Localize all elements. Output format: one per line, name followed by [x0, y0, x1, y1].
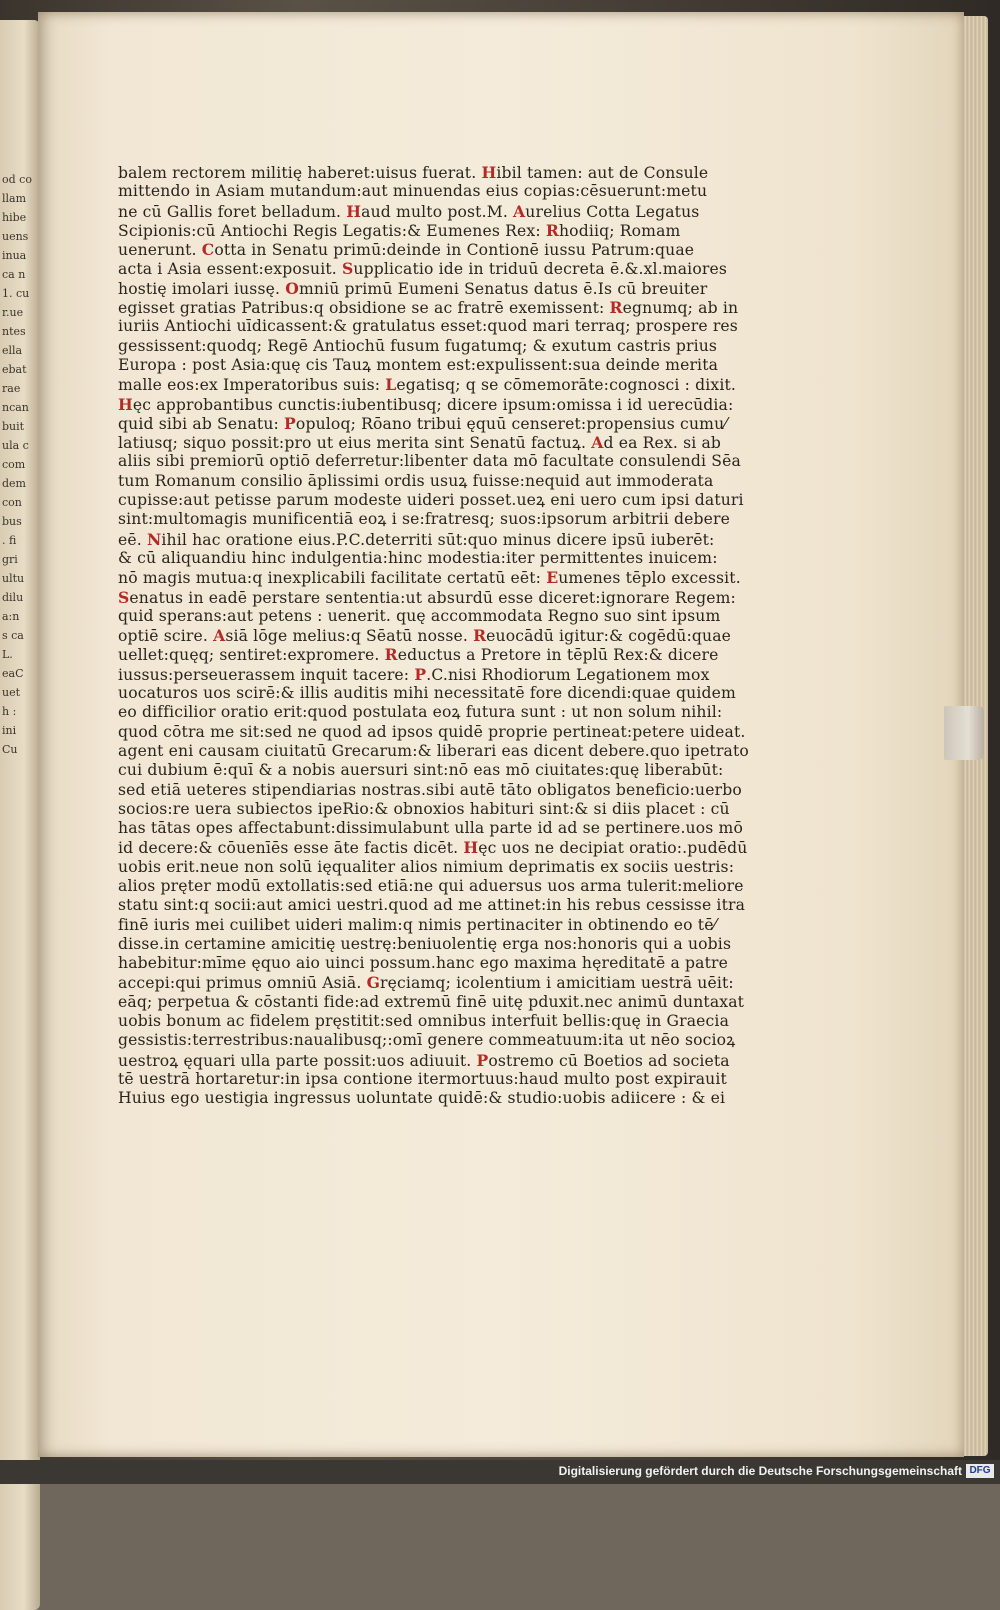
line-text: cupisse:aut petisse parum modeste uideri posset.ueꝝ eni uero cum ipsi daturi [118, 491, 744, 510]
facing-page-fragment-line: gri [2, 553, 18, 566]
rubricated-initial: R [609, 298, 623, 318]
rubricated-initial: H [481, 163, 497, 182]
facing-page-fragment-line: od co [2, 173, 32, 186]
facing-page-fragment [0, 20, 40, 1610]
line-text: upplicatio ide in triduū decreta ē.&.xl.maiores [353, 260, 727, 279]
text-line [118, 703, 723, 722]
line-text: ibil tamen: aut de Consule [496, 164, 709, 182]
line-text: tē uestrā hortaretur:in ipsa contione itermortuus:haud multo post expirauit [118, 1069, 727, 1088]
facing-page-fragment-line: eaC [2, 667, 24, 680]
text-line [118, 1050, 730, 1070]
rubricated-initial: P [414, 664, 427, 684]
line-text: ęc approbantibus cunctis:iubentibusq; dicere ipsum:omissa i id uerecūdia: [132, 395, 734, 414]
line-text: uobis erit.neue non solū ięqualiter alios nimium deprimatis ex sociis uestris: [118, 857, 735, 876]
rubricated-initial: H [463, 838, 479, 858]
text-line [118, 934, 732, 954]
line-text: hostię imolari iussę. [118, 279, 281, 298]
facing-page-fragment-line: . fi [2, 534, 17, 547]
text-line [118, 278, 708, 298]
line-text: Scipionis:cū Antiochi Regis Legatis:& Eumenes Rex: [118, 221, 541, 240]
facing-page-fragment-line: dilu [2, 591, 24, 604]
text-line [118, 491, 744, 510]
line-text: ostremo cū Boetios ad societa [488, 1051, 730, 1070]
line-text: & cū aliquandiu hinc indulgentia:hinc modestia:iter permittentes inuicem: [118, 548, 718, 567]
facing-page-fragment-line: L. [2, 648, 13, 661]
line-text: latiusq; siquo possit:pro ut eius merita sint Senatū factuꝝ. [118, 434, 587, 453]
rubricated-initial: N [146, 529, 162, 549]
line-text: balem rectorem militię haberet:uisus fuerat. [118, 164, 477, 182]
text-line [118, 896, 746, 915]
line-text: sint:multomagis munificentiā eoꝝ i se:fratresq; suos:ipsorum arbitrii debere [118, 510, 731, 529]
text-line [118, 240, 698, 259]
facing-page-fragment-line: rae [2, 382, 21, 395]
facing-page-fragment-line: buit [2, 420, 25, 433]
rubricated-initial: P [476, 1050, 489, 1070]
line-text: finē iuris mei cuilibet uideri malim:q nimis pertinaciter in obtinendo eo tē⁄ [118, 915, 717, 934]
text-line [118, 626, 732, 646]
rubricated-initial: H [118, 394, 133, 414]
line-text: hodiiq; Romam [558, 221, 681, 240]
facing-page-fragment-line: ntes [2, 325, 26, 338]
rubricated-initial: P [284, 413, 296, 433]
line-text: iussus:perseuerassem inquit tacere: [118, 665, 410, 684]
text-line [118, 664, 710, 684]
line-text: quod cōtra me sit:sed ne quod ad ipsos quidē proprie pertineat:petere uideat. [118, 722, 746, 741]
text-line [118, 684, 736, 703]
line-text: Huius ego uestigia ingressus uoluntate quidē:& studio:uobis adiicere : & ei [118, 1089, 726, 1108]
line-text: has tātas opes affectabunt:dissimulabunt ulla parte id ad se pertinere.uos mō [118, 819, 744, 838]
rubricated-initial: R [473, 626, 487, 646]
text-line [118, 915, 717, 935]
line-text: urelius Cotta Legatus [525, 202, 700, 221]
text-line [118, 1069, 727, 1089]
line-text: accepi:qui primus omniū Asiā. [118, 974, 362, 993]
rubricated-initial: S [341, 259, 354, 279]
line-text: egisset gratias Patribus:q obsidione se ac fratrē exemissent: [118, 299, 605, 318]
text-line [118, 394, 734, 414]
text-line [118, 780, 742, 800]
text-line [118, 510, 731, 529]
facing-page-fragment-line: ini [2, 724, 17, 737]
facing-page-fragment-line: dem [2, 477, 26, 490]
line-text: siā lōge melius:q Sēatū nosse. [225, 627, 468, 646]
line-text: gessistis:terrestribus:naualibusq;:omī genere commeatuum:ita ut nēo socioꝝ [118, 1031, 736, 1050]
line-text: enatus in eadē perstare sententia:ut absurdū esse diceret:ignorare Regem: [129, 588, 736, 607]
facing-page-fragment-line: ncan [2, 401, 29, 414]
line-text: socios:re uera subiectos ipeRio:& obnoxios habituri sint:& si diis placet : cū [118, 799, 730, 818]
line-text: Europa : post Asia:quę cis Tauꝝ montem est:expulissent:sua deinde merita [118, 355, 719, 374]
text-line [118, 471, 714, 491]
footer-bar [0, 1460, 1000, 1484]
facing-page-fragment-line: inua [2, 249, 27, 262]
facing-page-fragment-line: llam [2, 192, 27, 205]
facing-page-fragment-line: s ca [2, 629, 24, 642]
text-line [118, 355, 719, 375]
line-text: ęc uos ne decipiat oratio:.pudēdū [478, 839, 748, 858]
line-text: ręciamq; icolentium i amicitiam uestrā uēit: [380, 974, 734, 993]
text-line [118, 182, 708, 201]
facing-page-fragment-line: con [2, 496, 22, 509]
line-text: uestroꝝ ęquari ulla parte possit:uos adiuuit. [118, 1051, 472, 1070]
text-line [118, 1089, 726, 1108]
facing-page-fragment-line: ca n [2, 268, 26, 281]
rubricated-initial: E [546, 568, 559, 588]
line-text: gessissent:quodq; Regē Antiochū fusum fugatumq; & exutum castris prius [118, 336, 718, 355]
line-text: tum Romanum consilio āplissimi ordis usuꝝ fuisse:nequid aut immoderata [118, 471, 714, 490]
line-text: id decere:& cōuenīēs esse āte factis dicēt. [118, 839, 459, 858]
line-text: d ea Rex. si ab [603, 434, 722, 453]
text-line [118, 568, 741, 588]
facing-page-fragment-line: ebat [2, 363, 27, 376]
text-line [118, 259, 727, 279]
line-text: iuriis Antiochi uīdicassent:& gratulatus esset:quod mari terraq; prospere res [118, 317, 738, 336]
line-text: nō magis mutua:q inexplicabili facilitate certatū eēt: [118, 569, 542, 588]
text-line [118, 529, 715, 549]
line-text: acta i Asia essent:exposuit. [118, 260, 337, 279]
text-line [118, 722, 746, 742]
line-text: agent eni causam ciuitatū Grecarum:& liberari eas dicent debere.quo ipetrato [118, 741, 749, 760]
text-line [118, 375, 737, 395]
line-text: otta in Senatu primū:deinde in Contionē iussu Patrum:quae [214, 241, 695, 260]
text-line [118, 163, 709, 182]
line-text: aud multo post.M. [361, 202, 508, 221]
text-line [118, 799, 730, 819]
line-text: ne cū Gallis foret belladum. [118, 202, 342, 221]
facing-page-fragment-line: Cu [2, 743, 18, 756]
line-text: malle eos:ex Imperatoribus suis: [118, 376, 381, 395]
rubricated-initial: H [346, 201, 362, 221]
line-text: habebitur:mīme ęquo aio uinci possum.hanc ego maxima hęreditatē a patre [118, 954, 729, 973]
text-line [118, 433, 722, 453]
line-text: euocādū igitur:& cogēdū:quae [486, 627, 732, 646]
facing-page-fragment-line: ula c [2, 439, 29, 452]
rubricated-initial: R [384, 645, 398, 665]
facing-page-fragment-line: ella [2, 344, 23, 357]
facing-page-fragment-line: ultu [2, 572, 25, 585]
funding-credit: Digitalisierung gefördert durch die Deutsche Forschungsgemeinschaft [558, 1464, 962, 1478]
text-line [118, 838, 748, 858]
line-text: mittendo in Asiam mutandum:aut minuendas eius copias:cēsuerunt:metu [118, 182, 708, 201]
line-text: aliis sibi premiorū optiō deferretur:libenter data mō facultate consulendi Sēa [118, 452, 741, 471]
text-line [118, 548, 718, 568]
facing-page-fragment-line: r.ue [2, 306, 24, 319]
line-text: uenerunt. [118, 241, 197, 260]
rubricated-initial: S [118, 587, 130, 607]
text-line [118, 606, 721, 626]
line-text: eo difficilior oratio erit:quod postulata eoꝝ futura sunt : ut non solum nihil: [118, 703, 723, 722]
line-text: eāq; perpetua & cōstanti fide:ad extremū finē uitę pduxit.nec animū duntaxat [118, 992, 745, 1011]
text-line [118, 317, 738, 336]
facing-page-fragment-line: h : [2, 705, 17, 718]
rubricated-initial: L [385, 375, 397, 395]
text-line [118, 1012, 730, 1031]
text-line [118, 741, 749, 761]
rubricated-initial: A [591, 433, 604, 453]
line-text: mniū primū Eumeni Senatus datus ē.Is cū breuiter [298, 279, 708, 298]
text-line [118, 336, 718, 356]
line-text: statu sint:q socii:aut amici uestri.quod ad me attinet:in his rebus cessisse itra [118, 896, 746, 915]
text-line [118, 819, 744, 838]
text-line [118, 954, 729, 973]
facing-page-fragment-line: com [2, 458, 26, 471]
rubricated-initial: O [285, 278, 299, 298]
dfg-logo-icon: DFG [966, 1464, 994, 1478]
text-line [118, 298, 739, 318]
line-text: uobis bonum ac fidelem pręstitit:sed omnibus interfuit bellis:quę in Graecia [118, 1012, 730, 1031]
facing-page-fragment-line: uens [2, 230, 29, 243]
body-text [118, 163, 749, 1109]
text-line [118, 973, 734, 993]
line-text: uocaturos uos scirē:& illis auditis mihi necessitatē fore dicendi:quae quidem [118, 684, 736, 703]
line-text: quid sperans:aut petens : uenerit. quę accommodata Regno suo sint ipsum [118, 606, 721, 625]
text-line [118, 857, 735, 877]
line-text: umenes tēplo excessit. [558, 569, 741, 588]
line-text: eductus a Pretore in tēplū Rex:& dicere [397, 646, 719, 665]
line-text: eē. [118, 530, 142, 549]
text-line [118, 452, 741, 471]
line-text: opuloq; Rōano tribui ęquū censeret:propensius cumu⁄ [295, 414, 728, 433]
facing-page-fragment-line: bus [2, 515, 22, 528]
line-text: cui dubium ē:quī & a nobis auersuri sint:nō eas mō ciuitates:quę liberabūt: [118, 761, 724, 780]
facing-page-fragment-line: hibe [2, 211, 27, 224]
text-line [118, 202, 698, 221]
text-line [118, 876, 744, 896]
line-text: optiē scire. [118, 627, 208, 646]
line-text: egatisq; q se cōmemorāte:cognosci : dixit. [396, 376, 737, 395]
rubricated-initial: A [513, 201, 526, 221]
line-text: quid sibi ab Senatu: [118, 414, 279, 433]
text-line [118, 413, 728, 433]
line-text: .C.nisi Rhodiorum Legationem mox [426, 665, 710, 684]
facing-page-fragment-line: a:n [2, 610, 20, 623]
line-text: uellet:quęq; sentiret:expromere. [118, 646, 380, 665]
text-line [118, 645, 719, 665]
text-line [118, 1031, 736, 1050]
line-text: alios pręter modū extollatis:sed etiā:ne qui aduersus uos arma tulerit:meliore [118, 876, 744, 895]
line-text: sed etiā ueteres stipendiarias nostras.sibi autē tāto obligatos beneficio:uerbo [118, 780, 742, 799]
text-line [118, 221, 698, 240]
rubricated-initial: G [366, 973, 381, 993]
line-text: ihil hac oratione eius.P.C.deterriti sūt:quo minus dicere ipsū iuberēt: [161, 530, 715, 549]
rubricated-initial: A [213, 626, 226, 646]
text-line [118, 761, 724, 780]
facing-page-fragment-line: uet [2, 686, 21, 699]
page-marker-tab [944, 706, 984, 760]
text-line [118, 587, 736, 607]
facing-page-fragment-line: 1. cu [2, 287, 30, 300]
rubricated-initial: C [201, 240, 215, 260]
text-line [118, 992, 745, 1012]
rubricated-initial: R [545, 220, 559, 240]
line-text: disse.in certamine amicitię uestrę:beniuolentię erga nos:honoris qui a uobis [118, 934, 732, 953]
line-text: egnumq; ab in [622, 299, 739, 318]
